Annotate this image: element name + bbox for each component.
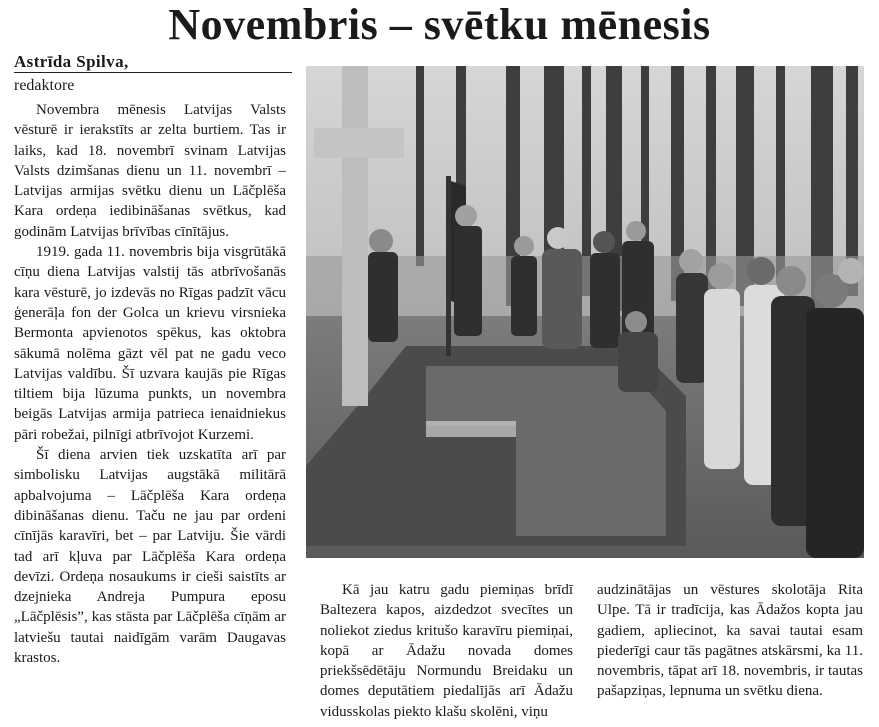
author-name: Astrīda Spilva, bbox=[14, 53, 292, 73]
ceremony-photo bbox=[306, 66, 864, 558]
article-column-1 bbox=[14, 100, 286, 668]
paragraph-5: audzinātājas un vēstures skolotāja Rita Ulpe. Tā ir tradīcija, kas Ādažos kopta jau gadiem, apliecinot, ka savai tautai esam piederīgi caur tās pagātnes atskārsmi, ka 11. novembris, tāpat arī 18. novembris, ir tautas pašapziņas, lepnuma un svētku diena. bbox=[597, 582, 863, 700]
paragraph-2: 1919. gada 11. novembris bija visgrūtākā cīņu diena Latvijas valstij tās atbrīvošanās kara vēsturē, jo izdevās no Rīgas padzīt vācu ģenerāļa fon der Golca un krievu virsnieka Bermonta apvienotos spēkus, kas oktobra sākumā nolēma gāzt vēl pat ne gadu veco Latvijas valdību. Šī uzvara kaujās pie Rīgas tiltiem bija lūzuma punkts, un novembra beigās Latvijas armija patrieca ienaidniekus pāri robežai, pilnīgi atbrīvojot Kurzemi. bbox=[14, 244, 286, 443]
headline: Novembris – svētku mēnesis bbox=[168, 0, 711, 49]
paragraph-1: Novembra mēnesis Latvijas Valsts vēsturē ir ierakstīts ar zelta burtiem. Tas ir laiks, kad 18. novembrī svinam Latvijas Valsts dzimšanas dienu un 11. novembrī – Latvijas armijas svētku dienu un Lāčplēša Kara ordeņa iedibināšanas svētkus, kad godinām Latvijas brīvības cīnītājus. bbox=[14, 102, 286, 240]
article-column-2 bbox=[320, 580, 573, 722]
paragraph-3: Šī diena arvien tiek uzskatīta arī par simbolisku Latvijas augstākā militārā apbalvojuma – Lāčplēša Kara ordeņa dibināšanas dienu. Taču ne jau par ordeni cīnījās karavīri, bet – par Latviju. Šie vārdi tad arī kļuva par Lāčplēša Kara ordeņa devīzi. Ordeņa nosaukums ir cieši saistīts ar dzejnieka Andreja Pumpura eposu „Lāčplēsis”, kas stāsta par Lāčplēša cīņām ar latviešu tautai naidīgām varām Daugavas krastos. bbox=[14, 447, 286, 667]
article-column-3 bbox=[597, 580, 863, 702]
author-role: redaktore bbox=[14, 77, 75, 94]
candles bbox=[426, 421, 516, 437]
memorial-cross bbox=[342, 66, 368, 406]
paragraph-4: Kā jau katru gadu piemiņas brīdī Baltezera kapos, aizdedzot svecītes un noliekot ziedus kritušo karavīru piemiņai, kopā ar Ādažu novada domes priekšsēdētāju Normundu Breidaku un domes deputātiem piedalījās arī Ādažu vidusskolas piekto klašu skolēni, viņu bbox=[320, 582, 573, 720]
